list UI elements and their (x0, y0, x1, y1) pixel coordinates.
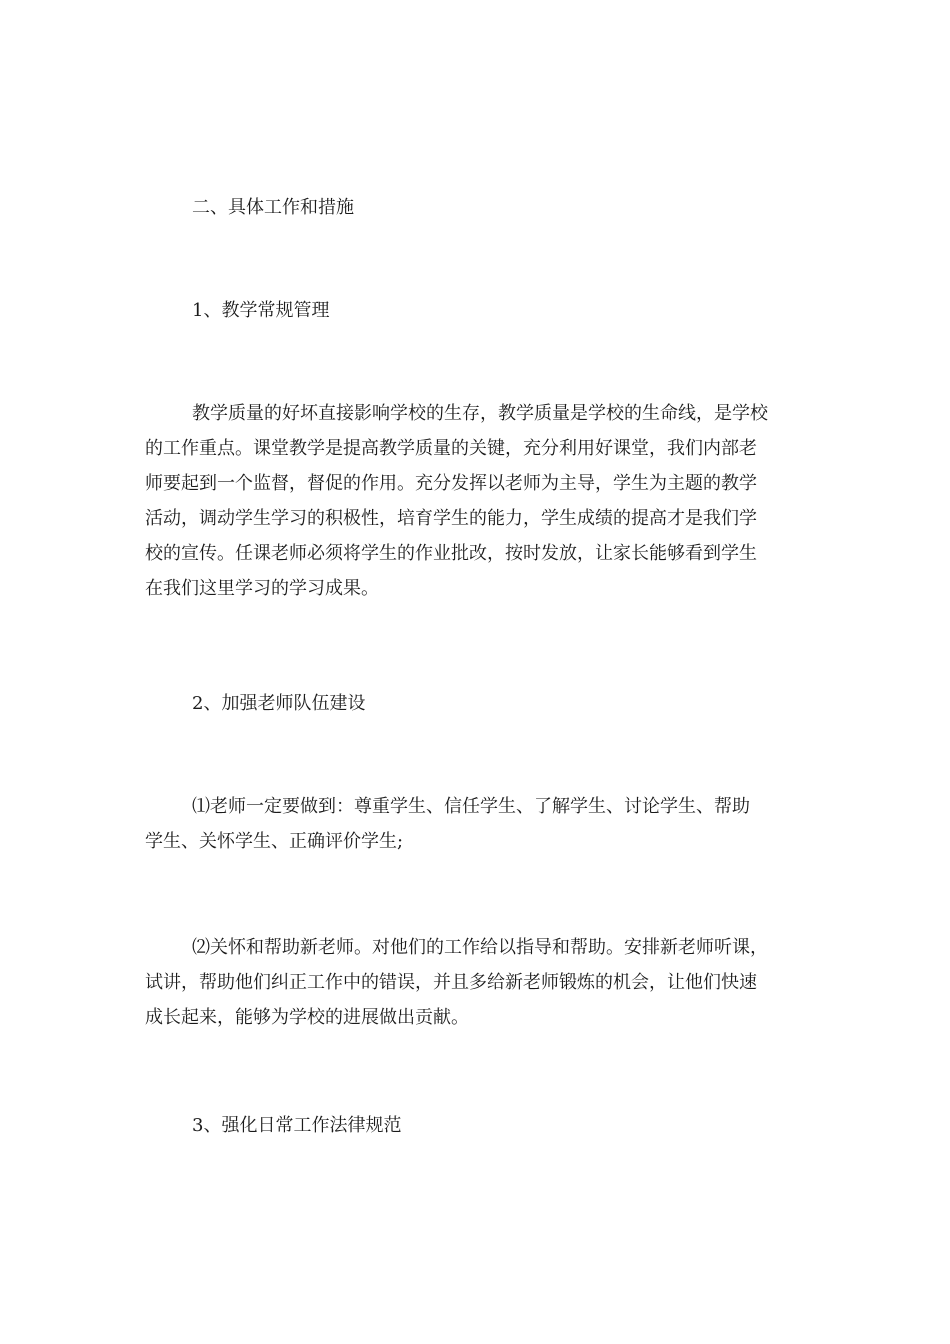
paragraph-line: ⑵关怀和帮助新老师。对他们的工作给以指导和帮助。安排新老师听课， (192, 937, 768, 958)
item2-heading: 2、加强老师队伍建设 (192, 693, 366, 714)
item2-sub1-paragraph (145, 789, 805, 859)
paragraph-line: 成长起来，能够为学校的进展做出贡献。 (145, 1007, 469, 1028)
paragraph-line: 试讲，帮助他们纠正工作中的错误，并且多给新老师锻炼的机会，让他们快速 (145, 972, 757, 993)
paragraph-line: 学生、关怀学生、正确评价学生; (145, 831, 404, 852)
paragraph-line: 教学质量的好坏直接影响学校的生存，教学质量是学校的生命线，是学校 (192, 403, 768, 424)
paragraph-line: 活动，调动学生学习的积极性，培育学生的能力，学生成绩的提高才是我们学 (145, 508, 757, 529)
paragraph-line: 在我们这里学习的学习成果。 (145, 578, 379, 599)
section-heading: 二、具体工作和措施 (192, 197, 354, 218)
paragraph-line: ⑴老师一定要做到：尊重学生、信任学生、了解学生、讨论学生、帮助 (192, 796, 750, 817)
paragraph-line: 师要起到一个监督，督促的作用。充分发挥以老师为主导，学生为主题的教学 (145, 473, 757, 494)
item3-heading: 3、强化日常工作法律规范 (192, 1115, 402, 1136)
item1-heading: 1、教学常规管理 (192, 300, 330, 321)
item2-sub2-paragraph (145, 930, 805, 1035)
paragraph-line: 校的宣传。任课老师必须将学生的作业批改，按时发放，让家长能够看到学生 (145, 543, 757, 564)
item1-paragraph (145, 396, 805, 606)
paragraph-line: 的工作重点。课堂教学是提高教学质量的关键，充分利用好课堂，我们内部老 (145, 438, 757, 459)
